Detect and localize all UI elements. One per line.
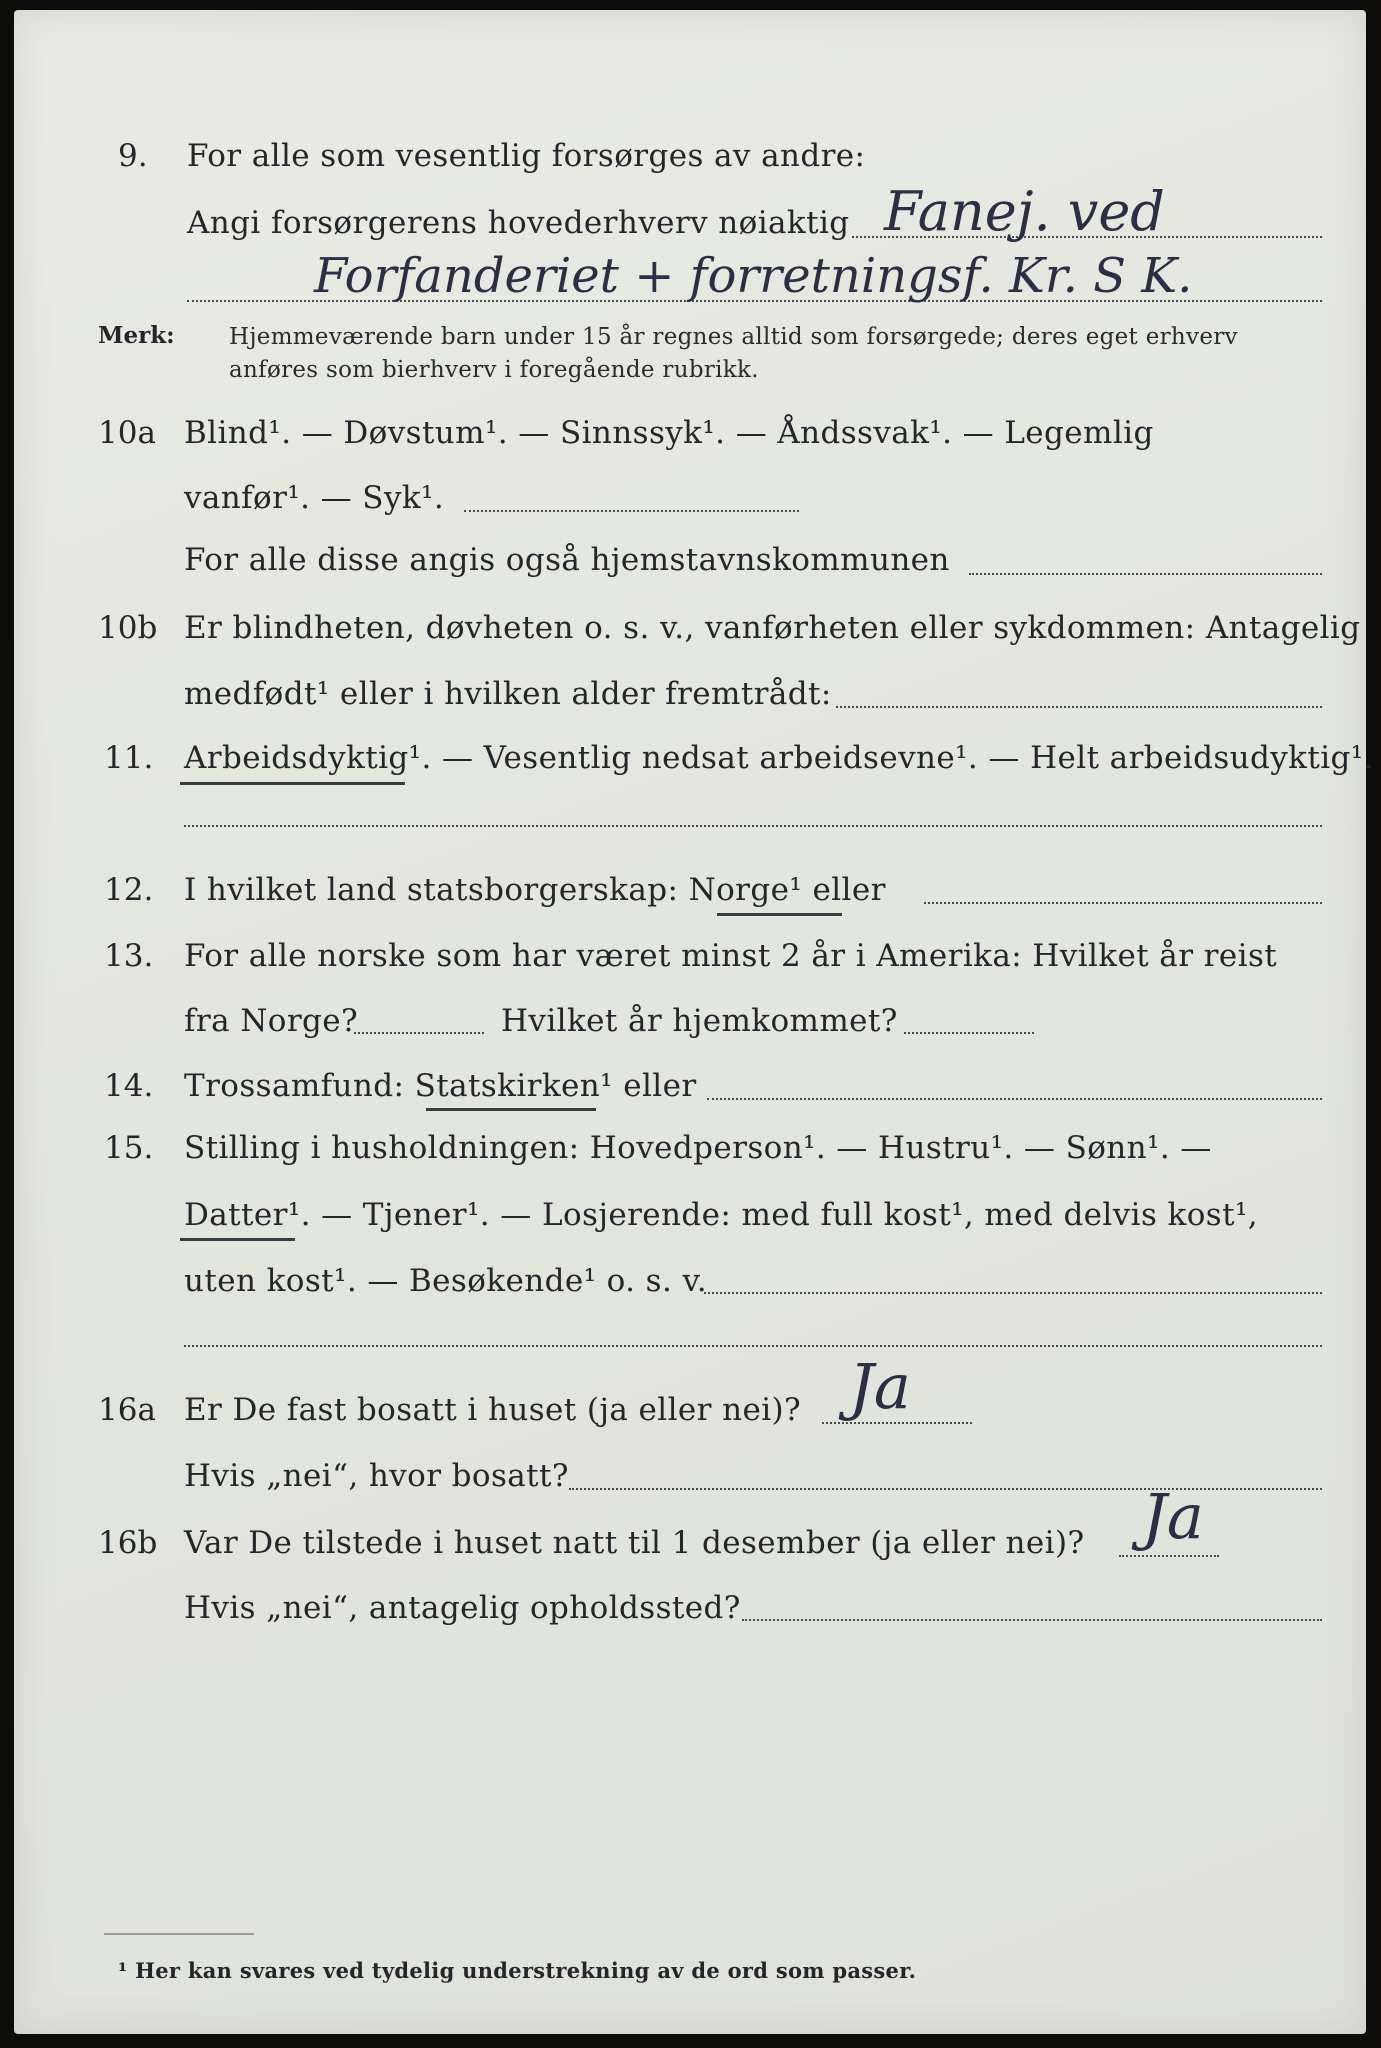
q12-other-country-field[interactable] [924, 902, 1322, 904]
q15-line3: uten kost¹. — Besøkende¹ o. s. v. [184, 1263, 707, 1299]
q15-line2: Datter¹. — Tjener¹. — Losjerende: med full kost¹, med delvis kost¹, [184, 1197, 1259, 1233]
q13-year-returned-field[interactable] [904, 1032, 1034, 1034]
q16b-whereabouts-field[interactable] [742, 1619, 1322, 1621]
q11-arbeidsdyktig-underline [180, 782, 405, 785]
q14-number: 14. [104, 1068, 154, 1104]
q13-number: 13. [104, 938, 154, 974]
q10a-line2: vanfør¹. — Syk¹. [184, 480, 445, 516]
q10a-line1: Blind¹. — Døvstum¹. — Sinnssyk¹. — Åndssvak¹. — Legemlig [184, 415, 1154, 451]
q12-number: 12. [104, 872, 154, 908]
q10b-age-field[interactable] [836, 706, 1322, 708]
q16b-answer-field[interactable] [1119, 1555, 1219, 1557]
q9-line2: Angi forsørgerens hovederhverv nøiaktig [187, 205, 850, 241]
q16a-line1: Er De fast bosatt i huset (ja eller nei)? [184, 1392, 802, 1428]
footnote: ¹ Her kan svares ved tydelig understrekning av de ord som passer. [118, 1958, 917, 1983]
q16a-handwritten-answer: Ja [849, 1350, 911, 1423]
q15-extra-field[interactable] [184, 1345, 1322, 1347]
q11-extra-field[interactable] [184, 825, 1322, 827]
footnote-rule [104, 1933, 254, 1935]
q9-handwritten-answer1: Fanej. ved [884, 180, 1165, 243]
q12-line1: I hvilket land statsborgerskap: Norge¹ eller [184, 872, 886, 908]
q14-other-faith-field[interactable] [707, 1098, 1322, 1100]
q14-statskirken-underline [426, 1108, 596, 1111]
q9-number: 9. [118, 138, 148, 174]
q9-line1: For alle som vesentlig forsørges av andre: [187, 138, 866, 174]
q10a-number: 10a [98, 415, 156, 451]
q16b-line1: Var De tilstede i huset natt til 1 desember (ja eller nei)? [184, 1525, 1085, 1561]
census-form-page [14, 10, 1374, 2034]
q15-number: 15. [104, 1130, 154, 1166]
q10a-line3: For alle disse angis også hjemstavnskommunen [184, 542, 950, 578]
note-label: Merk: [98, 322, 175, 349]
q16a-line2: Hvis „nei“, hvor bosatt? [184, 1458, 569, 1494]
q13-line2a: fra Norge? [184, 1003, 359, 1039]
q11-line1: Arbeidsdyktig¹. — Vesentlig nedsat arbeidsevne¹. — Helt arbeidsudyktig¹. [184, 740, 1374, 776]
q10b-line1: Er blindheten, døvheten o. s. v., vanførheten eller sykdommen: Antagelig [184, 610, 1361, 646]
note-line2: anføres som bierhverv i foregående rubrikk. [229, 357, 759, 383]
q16b-number: 16b [98, 1525, 158, 1561]
q10b-line2: medfødt¹ eller i hvilken alder fremtrådt: [184, 676, 832, 712]
q15-datter-underline [180, 1238, 295, 1241]
q16b-handwritten-answer: Ja [1142, 1480, 1204, 1553]
q10a-sick-field[interactable] [464, 510, 799, 512]
q13-year-left-field[interactable] [354, 1032, 484, 1034]
note-line1: Hjemmeværende barn under 15 år regnes alltid som forsørgede; deres eget erhverv [229, 324, 1238, 350]
q12-norge-underline [717, 913, 842, 916]
q16b-line2: Hvis „nei“, antagelig opholdssted? [184, 1590, 741, 1626]
q15-line1: Stilling i husholdningen: Hovedperson¹. — Hustru¹. — Sønn¹. — [184, 1130, 1212, 1166]
q9-handwritten-answer2: Forfanderiet + forretningsf. Kr. S K. [314, 248, 1193, 304]
q10b-number: 10b [98, 610, 158, 646]
q13-line1: For alle norske som har været minst 2 år i Amerika: Hvilket år reist [184, 938, 1278, 974]
q15-other-field[interactable] [704, 1292, 1322, 1294]
q16a-number: 16a [98, 1392, 156, 1428]
q10a-municipality-field[interactable] [969, 573, 1322, 575]
q14-line1: Trossamfund: Statskirken¹ eller [184, 1068, 697, 1104]
q13-line2b: Hvilket år hjemkommet? [501, 1003, 898, 1039]
q11-number: 11. [104, 740, 154, 776]
q16a-residence-field[interactable] [569, 1488, 1322, 1490]
